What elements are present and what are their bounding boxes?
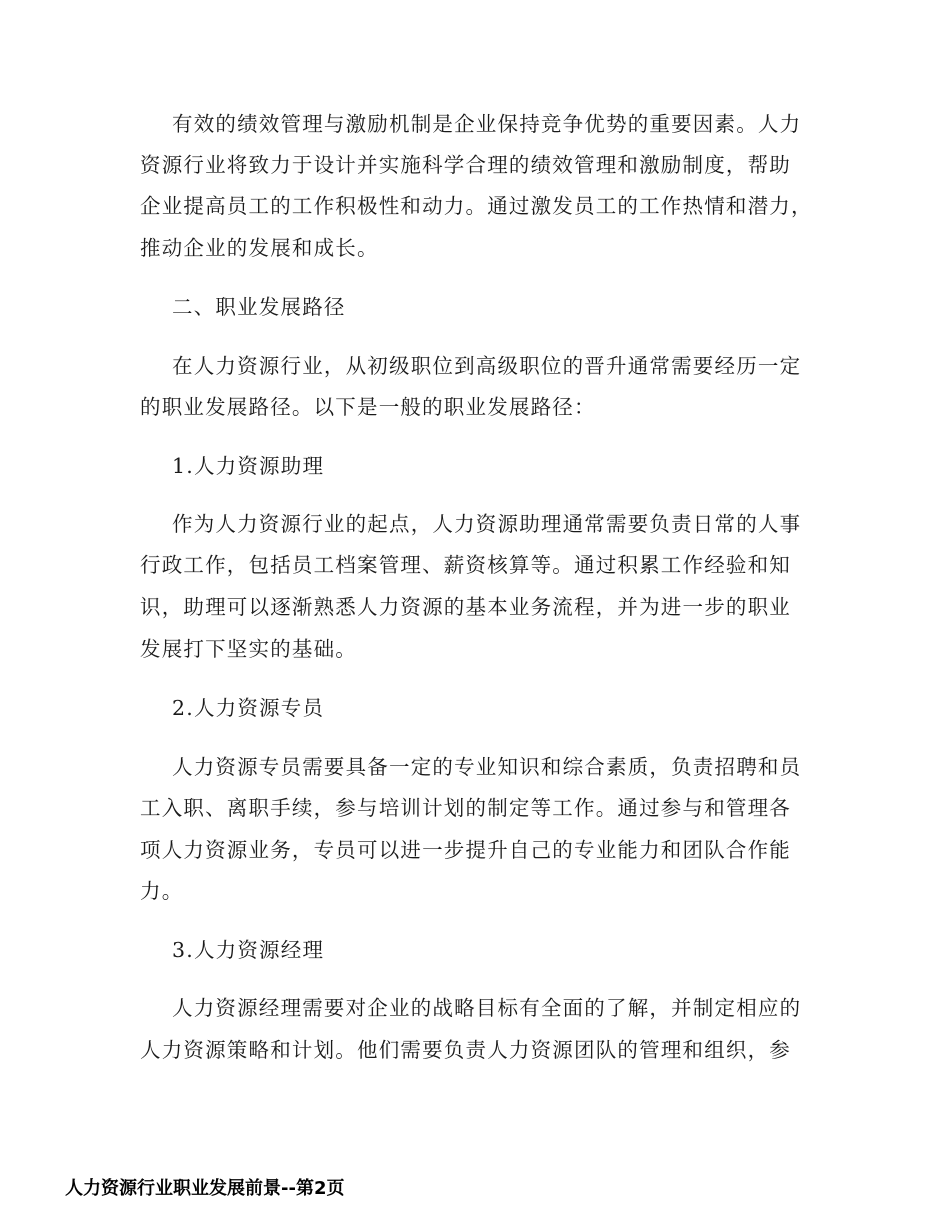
text-line: 行政工作，包括员工档案管理、薪资核算等。通过积累工作经验和知 — [140, 553, 791, 577]
text-line: 识，助理可以逐渐熟悉人力资源的基本业务流程，并为进一步的职业 — [140, 595, 791, 619]
text-line: 2.人力资源专员 — [172, 696, 325, 720]
text-line: 在人力资源行业，从初级职位到高级职位的晋升通常需要经历一定 — [172, 354, 802, 378]
text-line: 人力资源专员需要具备一定的专业知识和综合素质，负责招聘和员 — [172, 755, 802, 779]
page-footer: 人力资源行业职业发展前景--第2页 — [65, 1178, 345, 1199]
text-line: 有效的绩效管理与激励机制是企业保持竞争优势的重要因素。人力 — [172, 112, 802, 136]
text-line: 作为人力资源行业的起点，人力资源助理通常需要负责日常的人事 — [172, 512, 802, 536]
text-line: 工入职、离职手续，参与培训计划的制定等工作。通过参与和管理各 — [140, 796, 791, 820]
text-line: 项人力资源业务，专员可以进一步提升自己的专业能力和团队合作能 — [140, 838, 791, 862]
text-line: 1.人力资源助理 — [172, 454, 325, 478]
text-line: 人力资源策略和计划。他们需要负责人力资源团队的管理和组织，参 — [140, 1038, 791, 1062]
text-line: 力。 — [140, 879, 184, 903]
text-line: 推动企业的发展和成长。 — [140, 236, 379, 260]
text-line: 发展打下坚实的基础。 — [140, 637, 357, 661]
text-line: 人力资源经理需要对企业的战略目标有全面的了解，并制定相应的 — [172, 996, 802, 1020]
text-line: 资源行业将致力于设计并实施科学合理的绩效管理和激励制度，帮助 — [140, 153, 791, 177]
text-line: 的职业发展路径。以下是一般的职业发展路径： — [140, 395, 596, 419]
text-line: 二、职业发展路径 — [172, 295, 346, 319]
text-line: 企业提高员工的工作积极性和动力。通过激发员工的工作热情和潜力， — [140, 194, 813, 218]
text-line: 3.人力资源经理 — [172, 938, 325, 962]
